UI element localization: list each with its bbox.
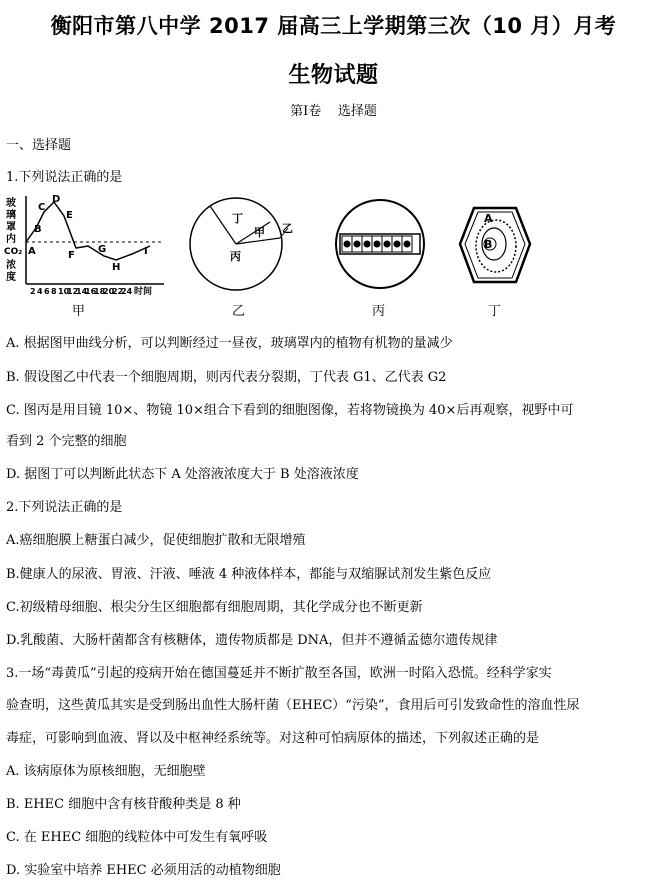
q3-option-b: B. EHEC 细胞中含有核苷酸种类是 8 种 xyxy=(6,797,241,812)
q3-option-d: D. 实验室中培养 EHEC 必须用活的动植物细胞 xyxy=(6,863,281,878)
jia-point-I: I xyxy=(144,246,148,257)
yi-label-yi: 乙 xyxy=(282,222,293,235)
q3-stem-line2: 验查明，这些黄瓜其实是受到肠出血性大肠杆菌（EHEC）“污染”，食用后可引发致命性的溶血性尿 xyxy=(6,698,580,713)
section-heading: 一、选择题 xyxy=(6,138,72,153)
jia-xtick-6: 6 xyxy=(44,287,50,296)
q2-option-d: D.乳酸菌、大肠杆菌都含有核糖体，遗传物质都是 DNA，但并不遵循孟德尔遗传规律 xyxy=(6,633,498,648)
caption-jia: 甲 xyxy=(72,304,86,319)
q2-stem: 2.下列说法正确的是 xyxy=(6,500,123,515)
volume-heading: 第Ⅰ卷 选择题 xyxy=(290,104,377,119)
figure-bing-microscope xyxy=(330,192,430,297)
jia-point-D: D xyxy=(52,194,61,205)
jia-point-G: G xyxy=(98,244,107,255)
jia-xtick-2: 2 xyxy=(30,287,36,296)
jia-point-C: C xyxy=(38,202,46,213)
q3-stem-line3: 毒症，可影响到血液、肾以及中枢神经系统等。对这种可怕病原体的描述，下列叙述正确的是 xyxy=(6,731,540,746)
ding-label-A: A xyxy=(484,212,493,225)
jia-ylabel-0: 玻 xyxy=(6,198,16,209)
jia-point-H: H xyxy=(112,262,121,273)
jia-ylabel-2: 罩 xyxy=(6,222,16,233)
q2-option-a: A.癌细胞膜上糖蛋白减少，促使细胞扩散和无限增殖 xyxy=(6,533,306,548)
q2-option-c: C.初级精母细胞、根尖分生区细胞都有细胞周期，其化学成分也不断更新 xyxy=(6,600,423,615)
figure-yi-cycle xyxy=(184,192,294,297)
jia-point-E: E xyxy=(66,210,73,221)
q3-stem-line1: 3.一场“毒黄瓜”引起的疫病开始在德国蔓延并不断扩散至各国，欧洲一时陷入恐慌。经科学家实 xyxy=(6,666,552,681)
q1-stem: 1.下列说法正确的是 xyxy=(6,170,123,185)
exam-title: 衡阳市第八中学 2017 届高三上学期第三次（10 月）月考 xyxy=(50,14,617,38)
caption-yi: 乙 xyxy=(232,304,246,319)
jia-xtick-18: 18 xyxy=(94,287,106,296)
q1-option-c-line2: 看到 2 个完整的细胞 xyxy=(6,434,127,449)
q1-option-b: B. 假设图乙中代表一个细胞周期，则丙代表分裂期，丁代表 G1、乙代表 G2 xyxy=(6,370,447,385)
q3-option-c: C. 在 EHEC 细胞的线粒体中可发生有氧呼吸 xyxy=(6,830,268,845)
jia-xtick-22: 22 xyxy=(112,287,124,296)
yi-label-jia: 甲 xyxy=(254,226,265,239)
q3-option-a: A. 该病原体为原核细胞，无细胞壁 xyxy=(6,764,206,779)
jia-xtick-24: 24 xyxy=(121,287,133,296)
jia-xtick-12: 12 xyxy=(67,287,79,296)
exam-subtitle: 生物试题 xyxy=(288,63,379,88)
jia-xtick-20: 20 xyxy=(103,287,115,296)
jia-xtick-16: 16 xyxy=(85,287,97,296)
yi-label-bing: 丙 xyxy=(230,250,241,263)
figure-jia-graph xyxy=(4,192,179,297)
jia-ylabel-6: 度 xyxy=(6,272,16,283)
jia-xtick-14: 14 xyxy=(76,287,88,296)
q1-option-d: D. 据图丁可以判断此状态下 A 处溶液浓度大于 B 处溶液浓度 xyxy=(6,467,359,482)
q1-option-c-line1: C. 图丙是用目镜 10×、物镜 10×组合下看到的细胞图像，若将物镜换为 40×后再观察，视野中可 xyxy=(6,403,574,418)
jia-point-F: F xyxy=(68,250,75,261)
q1-figures xyxy=(4,192,654,322)
jia-xlabel: 时间 xyxy=(134,287,153,297)
jia-ylabel-4: CO₂ xyxy=(4,247,23,257)
jia-point-A: A xyxy=(28,246,36,257)
q1-option-a: A. 根据图甲曲线分析，可以判断经过一昼夜，玻璃罩内的植物有机物的量减少 xyxy=(6,336,453,351)
jia-xtick-4: 4 xyxy=(37,287,43,296)
jia-point-B: B xyxy=(34,224,42,235)
q2-option-b: B.健康人的尿液、胃液、汗液、唾液 4 种液体样本，都能与双缩脲试剂发生紫色反应 xyxy=(6,567,492,582)
yi-label-ding: 丁 xyxy=(232,212,243,225)
jia-ylabel-1: 璃 xyxy=(6,210,16,221)
ding-label-B: B xyxy=(484,238,493,251)
caption-bing: 丙 xyxy=(372,304,386,319)
jia-xtick-10: 10 xyxy=(58,287,70,296)
jia-xtick-8: 8 xyxy=(51,287,57,296)
caption-ding: 丁 xyxy=(488,304,502,319)
jia-ylabel-5: 浓 xyxy=(6,260,16,271)
figure-ding-cell xyxy=(450,192,540,297)
jia-ylabel-3: 内 xyxy=(6,234,16,245)
